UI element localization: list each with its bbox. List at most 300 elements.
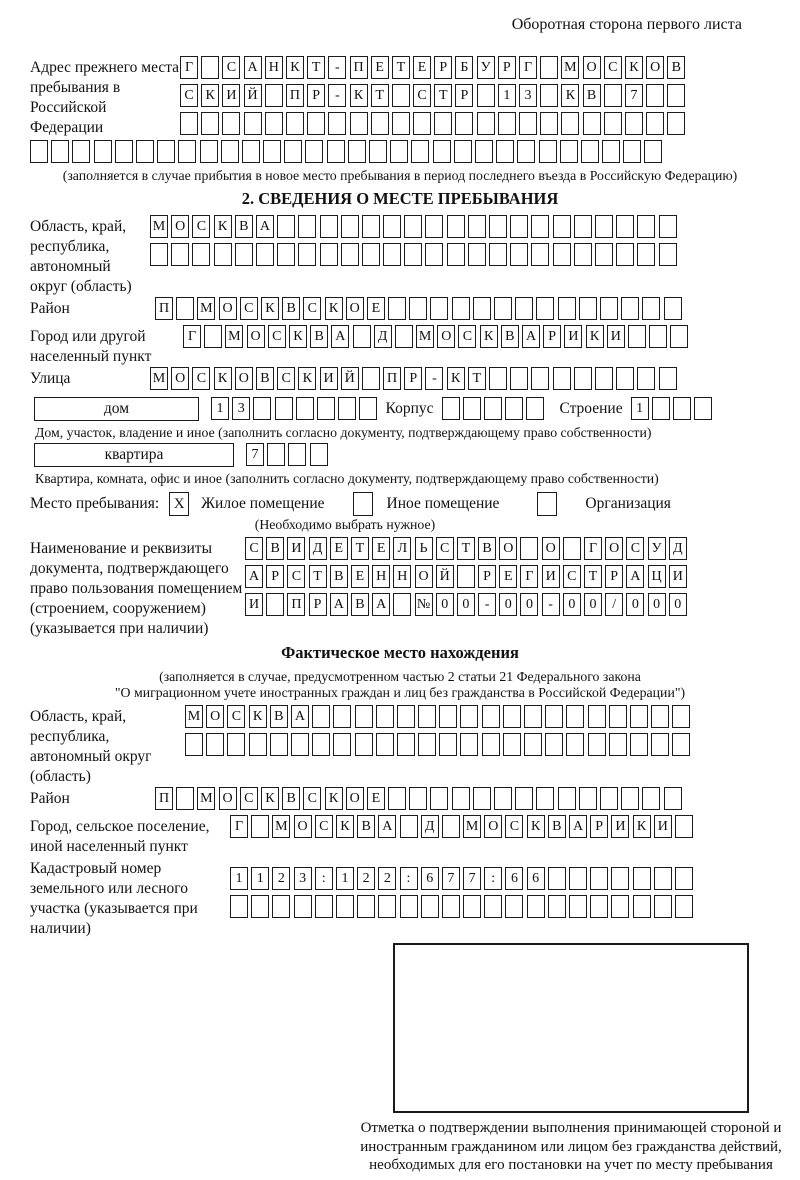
char-box[interactable] [560, 140, 578, 163]
house-type-box[interactable]: дом [34, 397, 199, 421]
char-box[interactable] [654, 895, 672, 918]
char-box[interactable]: В [330, 565, 348, 588]
char-box[interactable] [664, 297, 682, 320]
char-box[interactable]: О [235, 367, 253, 390]
char-box[interactable]: С [315, 815, 333, 838]
char-box[interactable]: Е [413, 56, 431, 79]
char-box[interactable] [519, 112, 537, 135]
char-box[interactable] [298, 243, 316, 266]
char-box[interactable] [341, 215, 359, 238]
char-box[interactable]: 6 [505, 867, 523, 890]
char-box[interactable]: А [330, 593, 348, 616]
char-box[interactable] [526, 397, 544, 420]
char-box[interactable] [409, 787, 427, 810]
char-box[interactable] [670, 325, 688, 348]
char-box[interactable] [176, 297, 194, 320]
char-box[interactable] [350, 112, 368, 135]
char-box[interactable] [623, 140, 641, 163]
char-box[interactable] [425, 243, 443, 266]
char-box[interactable] [277, 215, 295, 238]
char-box[interactable] [659, 215, 677, 238]
char-box[interactable]: В [667, 56, 685, 79]
char-box[interactable]: Р [543, 325, 561, 348]
char-box[interactable] [569, 867, 587, 890]
char-box[interactable] [675, 867, 693, 890]
char-box[interactable] [442, 895, 460, 918]
char-box[interactable]: А [256, 215, 274, 238]
char-box[interactable] [447, 215, 465, 238]
char-box[interactable]: В [501, 325, 519, 348]
char-box[interactable] [176, 787, 194, 810]
char-box[interactable] [616, 215, 634, 238]
char-box[interactable] [94, 140, 112, 163]
char-box[interactable] [355, 733, 373, 756]
char-box[interactable]: В [235, 215, 253, 238]
char-box[interactable] [256, 243, 274, 266]
char-box[interactable] [214, 243, 232, 266]
char-box[interactable] [430, 787, 448, 810]
char-box[interactable] [178, 140, 196, 163]
char-box[interactable]: О [415, 565, 433, 588]
char-box[interactable] [317, 397, 335, 420]
char-box[interactable] [510, 215, 528, 238]
char-box[interactable]: С [277, 367, 295, 390]
char-box[interactable] [310, 443, 328, 466]
char-box[interactable]: И [607, 325, 625, 348]
char-box[interactable]: М [197, 787, 215, 810]
char-box[interactable]: 0 [648, 593, 666, 616]
char-box[interactable] [413, 112, 431, 135]
char-box[interactable]: 1 [251, 867, 269, 890]
char-box[interactable] [383, 243, 401, 266]
char-box[interactable] [475, 140, 493, 163]
char-box[interactable] [651, 705, 669, 728]
char-box[interactable] [362, 243, 380, 266]
char-box[interactable]: К [249, 705, 267, 728]
char-box[interactable]: Р [434, 56, 452, 79]
char-box[interactable] [595, 367, 613, 390]
char-box[interactable]: С [245, 537, 263, 560]
char-box[interactable] [637, 215, 655, 238]
char-box[interactable] [294, 895, 312, 918]
checkbox-other-premises[interactable] [353, 492, 373, 516]
char-box[interactable]: У [477, 56, 495, 79]
char-box[interactable] [201, 56, 219, 79]
char-box[interactable]: Д [309, 537, 327, 560]
char-box[interactable]: Д [669, 537, 687, 560]
char-box[interactable]: И [320, 367, 338, 390]
char-box[interactable] [540, 84, 558, 107]
char-box[interactable]: Р [478, 565, 496, 588]
char-box[interactable]: И [669, 565, 687, 588]
char-box[interactable]: Н [265, 56, 283, 79]
char-box[interactable]: К [214, 215, 232, 238]
char-box[interactable]: О [206, 705, 224, 728]
char-box[interactable] [463, 397, 481, 420]
char-box[interactable]: О [247, 325, 265, 348]
char-box[interactable] [263, 140, 281, 163]
char-box[interactable] [320, 215, 338, 238]
char-box[interactable] [433, 140, 451, 163]
char-box[interactable]: - [328, 84, 346, 107]
char-box[interactable] [515, 787, 533, 810]
char-box[interactable] [675, 895, 693, 918]
char-box[interactable] [376, 705, 394, 728]
char-box[interactable] [452, 787, 470, 810]
char-box[interactable] [510, 367, 528, 390]
char-box[interactable]: 3 [519, 84, 537, 107]
char-box[interactable]: 2 [357, 867, 375, 890]
char-box[interactable]: К [447, 367, 465, 390]
char-box[interactable] [204, 325, 222, 348]
char-box[interactable]: 0 [457, 593, 475, 616]
char-box[interactable]: Т [457, 537, 475, 560]
char-box[interactable]: К [261, 787, 279, 810]
char-box[interactable] [579, 297, 597, 320]
char-box[interactable]: Й [436, 565, 454, 588]
char-box[interactable] [496, 140, 514, 163]
char-box[interactable] [524, 733, 542, 756]
char-box[interactable] [439, 705, 457, 728]
char-box[interactable] [221, 140, 239, 163]
char-box[interactable]: Е [367, 787, 385, 810]
char-box[interactable]: М [561, 56, 579, 79]
char-box[interactable]: М [463, 815, 481, 838]
char-box[interactable]: 7 [625, 84, 643, 107]
char-box[interactable] [452, 297, 470, 320]
char-box[interactable] [531, 367, 549, 390]
char-box[interactable] [266, 593, 284, 616]
char-box[interactable] [616, 243, 634, 266]
char-box[interactable]: С [192, 367, 210, 390]
char-box[interactable] [454, 140, 472, 163]
char-box[interactable] [602, 140, 620, 163]
char-box[interactable] [595, 243, 613, 266]
char-box[interactable]: М [150, 367, 168, 390]
char-box[interactable] [227, 733, 245, 756]
char-box[interactable] [378, 895, 396, 918]
char-box[interactable] [327, 140, 345, 163]
char-box[interactable]: Д [421, 815, 439, 838]
char-box[interactable]: Р [309, 593, 327, 616]
char-box[interactable]: 0 [499, 593, 517, 616]
char-box[interactable]: С [192, 215, 210, 238]
char-box[interactable] [489, 243, 507, 266]
char-box[interactable] [667, 112, 685, 135]
char-box[interactable] [548, 867, 566, 890]
char-box[interactable]: И [564, 325, 582, 348]
char-box[interactable] [664, 787, 682, 810]
char-box[interactable] [457, 565, 475, 588]
char-box[interactable] [505, 397, 523, 420]
char-box[interactable] [253, 397, 271, 420]
char-box[interactable] [390, 140, 408, 163]
char-box[interactable] [376, 733, 394, 756]
char-box[interactable]: В [478, 537, 496, 560]
char-box[interactable]: 0 [626, 593, 644, 616]
char-box[interactable] [72, 140, 90, 163]
char-box[interactable]: 7 [463, 867, 481, 890]
char-box[interactable] [600, 787, 618, 810]
char-box[interactable] [505, 895, 523, 918]
char-box[interactable] [588, 733, 606, 756]
char-box[interactable]: М [185, 705, 203, 728]
char-box[interactable] [545, 705, 563, 728]
char-box[interactable] [286, 112, 304, 135]
char-box[interactable] [590, 867, 608, 890]
char-box[interactable]: Р [404, 367, 422, 390]
char-box[interactable] [553, 367, 571, 390]
char-box[interactable]: Т [351, 537, 369, 560]
char-box[interactable] [654, 867, 672, 890]
char-box[interactable] [265, 84, 283, 107]
char-box[interactable]: - [478, 593, 496, 616]
char-box[interactable] [296, 397, 314, 420]
char-box[interactable] [609, 733, 627, 756]
char-box[interactable] [536, 297, 554, 320]
char-box[interactable]: М [272, 815, 290, 838]
char-box[interactable] [563, 537, 581, 560]
char-box[interactable]: С [222, 56, 240, 79]
char-box[interactable]: Г [520, 565, 538, 588]
char-box[interactable] [621, 297, 639, 320]
char-box[interactable] [383, 215, 401, 238]
char-box[interactable]: Б [455, 56, 473, 79]
char-box[interactable]: О [171, 367, 189, 390]
char-box[interactable]: Т [371, 84, 389, 107]
char-box[interactable]: 1 [211, 397, 229, 420]
char-box[interactable] [637, 367, 655, 390]
char-box[interactable] [136, 140, 154, 163]
char-box[interactable] [545, 733, 563, 756]
char-box[interactable]: Д [374, 325, 392, 348]
char-box[interactable] [353, 325, 371, 348]
char-box[interactable] [251, 895, 269, 918]
char-box[interactable] [463, 895, 481, 918]
char-box[interactable]: А [372, 593, 390, 616]
char-box[interactable]: И [654, 815, 672, 838]
char-box[interactable] [633, 867, 651, 890]
char-box[interactable]: 0 [584, 593, 602, 616]
char-box[interactable]: С [413, 84, 431, 107]
char-box[interactable]: Р [455, 84, 473, 107]
char-box[interactable]: 0 [436, 593, 454, 616]
char-box[interactable] [477, 84, 495, 107]
char-box[interactable] [473, 297, 491, 320]
char-box[interactable] [494, 297, 512, 320]
char-box[interactable]: О [499, 537, 517, 560]
char-box[interactable]: К [586, 325, 604, 348]
char-box[interactable]: Е [372, 537, 390, 560]
char-box[interactable]: Т [392, 56, 410, 79]
char-box[interactable] [637, 243, 655, 266]
char-box[interactable] [404, 243, 422, 266]
checkbox-residential[interactable]: X [169, 492, 189, 516]
char-box[interactable] [625, 112, 643, 135]
char-box[interactable]: Р [590, 815, 608, 838]
char-box[interactable]: 1 [498, 84, 516, 107]
char-box[interactable] [536, 787, 554, 810]
char-box[interactable] [460, 705, 478, 728]
char-box[interactable]: К [527, 815, 545, 838]
char-box[interactable]: Т [434, 84, 452, 107]
char-box[interactable]: А [331, 325, 349, 348]
char-box[interactable] [185, 733, 203, 756]
char-box[interactable] [270, 733, 288, 756]
char-box[interactable]: А [291, 705, 309, 728]
char-box[interactable]: 3 [294, 867, 312, 890]
char-box[interactable] [604, 84, 622, 107]
char-box[interactable]: - [328, 56, 346, 79]
char-box[interactable] [418, 705, 436, 728]
char-box[interactable]: К [561, 84, 579, 107]
char-box[interactable] [230, 895, 248, 918]
char-box[interactable] [569, 895, 587, 918]
char-box[interactable]: К [350, 84, 368, 107]
char-box[interactable]: С [240, 787, 258, 810]
char-box[interactable] [524, 705, 542, 728]
char-box[interactable]: О [583, 56, 601, 79]
char-box[interactable]: В [583, 84, 601, 107]
char-box[interactable]: 2 [378, 867, 396, 890]
char-box[interactable] [291, 733, 309, 756]
char-box[interactable]: П [383, 367, 401, 390]
char-box[interactable]: 0 [520, 593, 538, 616]
char-box[interactable]: С [240, 297, 258, 320]
char-box[interactable]: С [303, 297, 321, 320]
char-box[interactable] [411, 140, 429, 163]
char-box[interactable]: П [155, 297, 173, 320]
char-box[interactable] [267, 443, 285, 466]
char-box[interactable]: Е [367, 297, 385, 320]
char-box[interactable]: В [266, 537, 284, 560]
char-box[interactable]: В [548, 815, 566, 838]
char-box[interactable]: № [415, 593, 433, 616]
char-box[interactable]: В [282, 297, 300, 320]
char-box[interactable]: О [346, 787, 364, 810]
char-box[interactable]: 7 [246, 443, 264, 466]
char-box[interactable] [51, 140, 69, 163]
char-box[interactable] [510, 243, 528, 266]
char-box[interactable]: 1 [336, 867, 354, 890]
char-box[interactable] [553, 215, 571, 238]
char-box[interactable] [455, 112, 473, 135]
char-box[interactable]: В [256, 367, 274, 390]
char-box[interactable] [667, 84, 685, 107]
char-box[interactable] [675, 815, 693, 838]
char-box[interactable]: Т [307, 56, 325, 79]
char-box[interactable]: М [150, 215, 168, 238]
char-box[interactable] [400, 815, 418, 838]
char-box[interactable] [157, 140, 175, 163]
char-box[interactable]: А [245, 565, 263, 588]
char-box[interactable]: : [315, 867, 333, 890]
char-box[interactable]: К [336, 815, 354, 838]
char-box[interactable]: К [480, 325, 498, 348]
char-box[interactable] [468, 215, 486, 238]
char-box[interactable] [498, 112, 516, 135]
char-box[interactable] [595, 215, 613, 238]
char-box[interactable] [649, 325, 667, 348]
char-box[interactable] [362, 215, 380, 238]
char-box[interactable] [531, 215, 549, 238]
char-box[interactable] [484, 397, 502, 420]
char-box[interactable] [201, 112, 219, 135]
char-box[interactable]: М [197, 297, 215, 320]
char-box[interactable]: Г [180, 56, 198, 79]
char-box[interactable]: У [648, 537, 666, 560]
char-box[interactable] [284, 140, 302, 163]
char-box[interactable] [503, 705, 521, 728]
char-box[interactable] [392, 84, 410, 107]
char-box[interactable]: К [625, 56, 643, 79]
char-box[interactable]: Й [244, 84, 262, 107]
char-box[interactable] [395, 325, 413, 348]
char-box[interactable] [404, 215, 422, 238]
char-box[interactable] [583, 112, 601, 135]
char-box[interactable]: Р [307, 84, 325, 107]
char-box[interactable] [409, 297, 427, 320]
char-box[interactable]: 6 [421, 867, 439, 890]
char-box[interactable]: О [219, 787, 237, 810]
char-box[interactable]: С [287, 565, 305, 588]
char-box[interactable]: 7 [442, 867, 460, 890]
char-box[interactable] [473, 787, 491, 810]
char-box[interactable]: Ь [415, 537, 433, 560]
char-box[interactable]: А [378, 815, 396, 838]
char-box[interactable]: А [522, 325, 540, 348]
char-box[interactable]: М [416, 325, 434, 348]
char-box[interactable]: К [325, 787, 343, 810]
char-box[interactable]: П [287, 593, 305, 616]
char-box[interactable]: А [244, 56, 262, 79]
char-box[interactable] [200, 140, 218, 163]
char-box[interactable]: П [155, 787, 173, 810]
char-box[interactable] [482, 705, 500, 728]
char-box[interactable] [434, 112, 452, 135]
char-box[interactable] [611, 867, 629, 890]
char-box[interactable] [520, 537, 538, 560]
char-box[interactable]: 1 [230, 867, 248, 890]
char-box[interactable]: О [646, 56, 664, 79]
char-box[interactable] [206, 733, 224, 756]
char-box[interactable]: К [261, 297, 279, 320]
char-box[interactable]: Г [230, 815, 248, 838]
char-box[interactable]: В [351, 593, 369, 616]
char-box[interactable] [588, 705, 606, 728]
char-box[interactable] [579, 787, 597, 810]
char-box[interactable]: 0 [563, 593, 581, 616]
char-box[interactable]: С [436, 537, 454, 560]
char-box[interactable] [421, 895, 439, 918]
char-box[interactable]: - [542, 593, 560, 616]
char-box[interactable] [566, 705, 584, 728]
char-box[interactable] [348, 140, 366, 163]
char-box[interactable] [659, 367, 677, 390]
char-box[interactable] [558, 297, 576, 320]
char-box[interactable]: И [245, 593, 263, 616]
char-box[interactable] [265, 112, 283, 135]
char-box[interactable]: С [268, 325, 286, 348]
char-box[interactable] [604, 112, 622, 135]
char-box[interactable] [646, 112, 664, 135]
char-box[interactable] [609, 705, 627, 728]
char-box[interactable]: Г [519, 56, 537, 79]
char-box[interactable] [527, 895, 545, 918]
apartment-type-box[interactable]: квартира [34, 443, 234, 467]
char-box[interactable]: И [611, 815, 629, 838]
char-box[interactable] [540, 56, 558, 79]
